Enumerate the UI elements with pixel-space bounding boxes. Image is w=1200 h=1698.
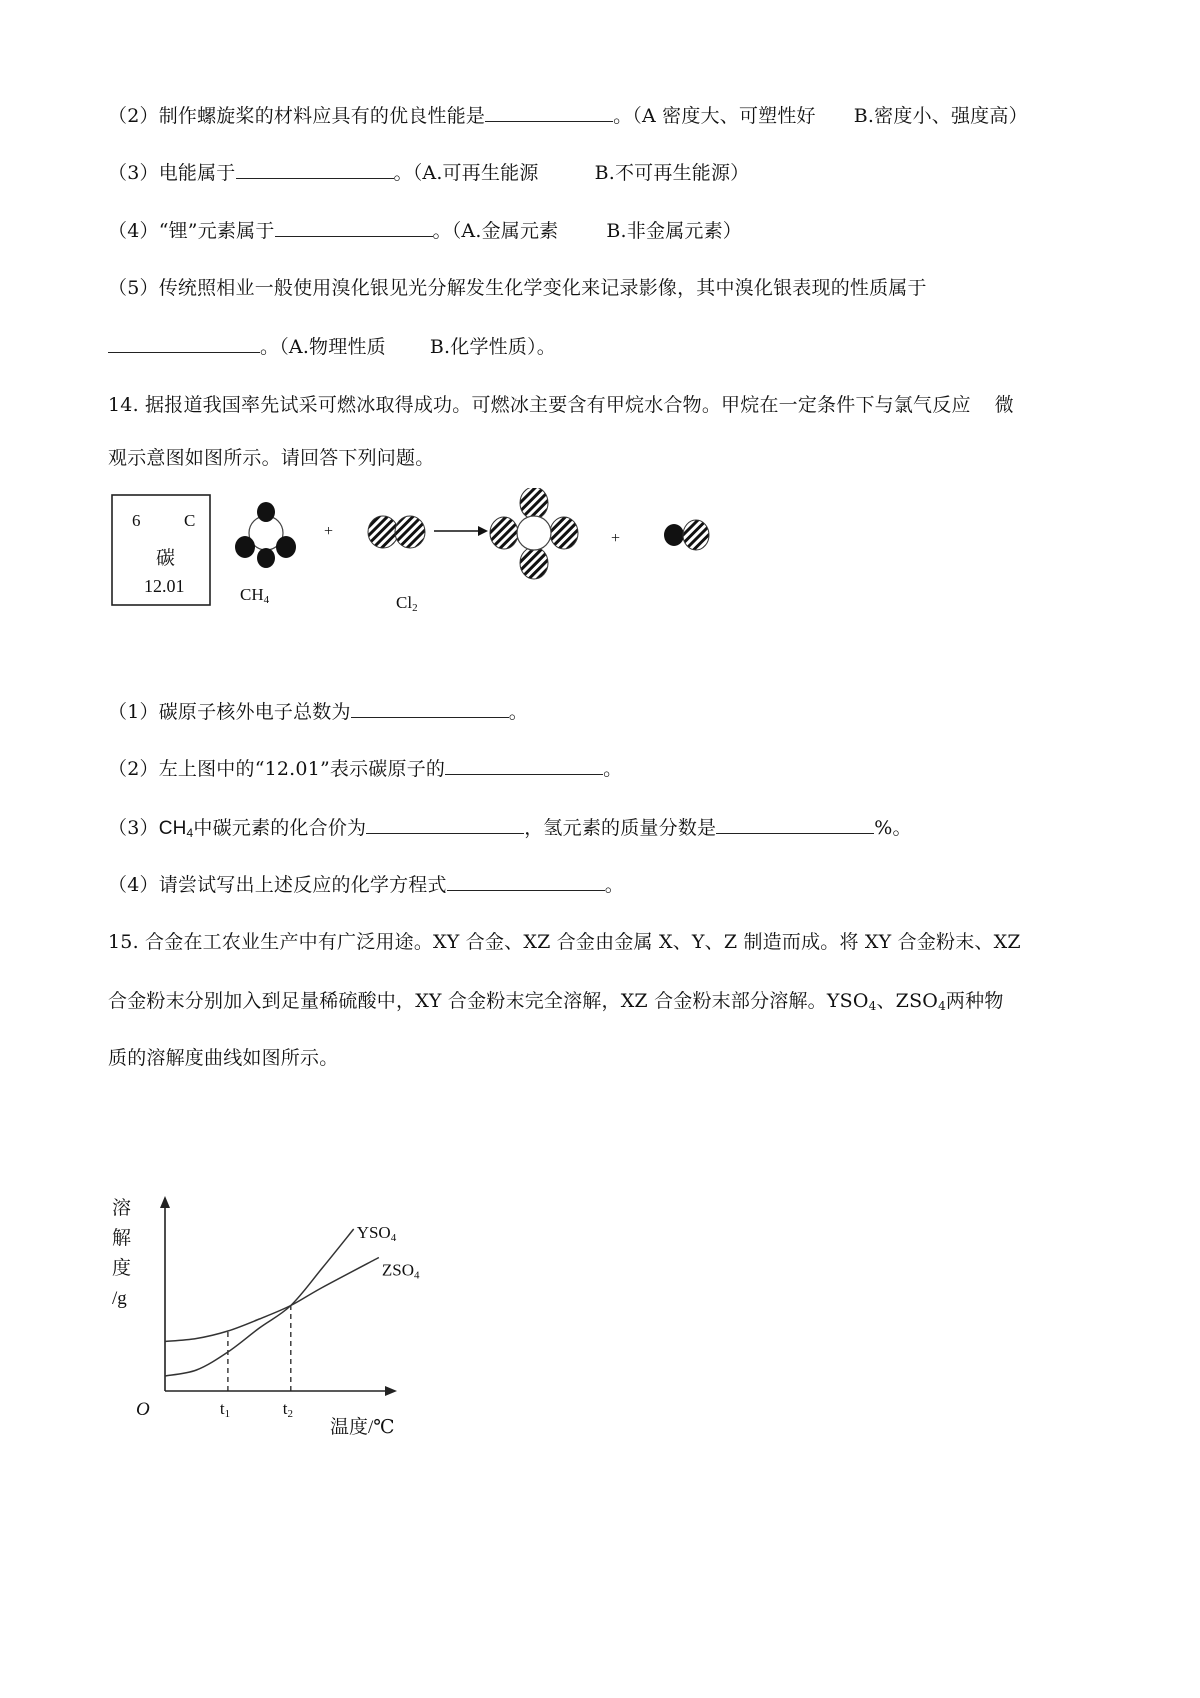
q13-item-4	[108, 218, 742, 243]
answer-blank[interactable]	[108, 334, 260, 353]
atomic-mass: 12.01	[144, 576, 185, 596]
q14-item-1-suffix: 。	[508, 701, 528, 723]
ch4-molecule	[235, 502, 296, 568]
chlorine-atom	[368, 516, 398, 548]
q15-stem-text: 两种物	[945, 990, 1004, 1012]
q14-item-3-text-1: 中碳元素的化合价为	[193, 817, 367, 839]
q13-item-2-prefix: （2）制作螺旋桨的材料应具有的优良性能是	[108, 105, 486, 127]
series-curve-zso4	[165, 1258, 379, 1342]
hcl-molecule	[664, 520, 709, 550]
q13-item-3	[108, 160, 749, 185]
q13-item-3-option-b: B.不可再生能源）	[594, 162, 750, 184]
y-axis-label-char: 溶	[112, 1198, 132, 1219]
carbon-atom	[517, 516, 551, 550]
answer-blank[interactable]	[716, 815, 874, 834]
q13-item-4-option-a: 。（A.金属元素	[432, 220, 559, 242]
q14-item-2-prefix: （2）左上图中的“12.01”表示碳原子的	[108, 758, 446, 780]
q15-stem-line-2	[108, 989, 1004, 1013]
q14-item-2	[108, 756, 622, 781]
q13-item-3-option-a: 。（A.可再生能源	[393, 162, 539, 184]
hydrogen-atom	[276, 536, 296, 558]
q13-item-5-line-2	[108, 334, 556, 359]
q13-item-5-option-a: 。（A.物理性质	[260, 336, 386, 358]
answer-blank[interactable]	[445, 756, 603, 775]
y-axis-label-char: 解	[112, 1228, 132, 1249]
x-tick-label: t2	[282, 1399, 294, 1420]
q14-stem-line-2: 观示意图如图所示。请回答下列问题。	[108, 447, 435, 469]
ccl4-molecule	[490, 488, 578, 579]
answer-blank[interactable]	[447, 872, 605, 891]
reaction-diagram	[100, 488, 740, 628]
subscript: 4	[938, 999, 946, 1013]
hydrogen-atom	[257, 548, 275, 568]
solubility-chart	[100, 1180, 420, 1440]
q13-item-2-option-b: B.密度小、强度高）	[853, 105, 1028, 127]
chlorine-atom	[550, 517, 578, 549]
plus-sign: +	[611, 530, 621, 547]
q13-item-2-option-a: 。（A 密度大、可塑性好	[613, 105, 816, 127]
q13-item-5-option-b: B.化学性质）。	[429, 336, 556, 358]
answer-blank[interactable]	[485, 103, 613, 122]
ch4-label: CH4	[240, 585, 270, 606]
q14-item-3-text-2: ，氢元素的质量分数是	[524, 817, 717, 839]
series-label-yso4: YSO4	[356, 1223, 397, 1244]
q14-stem-line-1	[108, 393, 1014, 417]
answer-blank[interactable]	[236, 160, 394, 179]
q14-item-4-prefix: （4）请尝试写出上述反应的化学方程式	[108, 874, 447, 896]
q14-stem-text-end: 微	[994, 394, 1014, 416]
x-tick-label: t1	[219, 1399, 231, 1420]
element-symbol: C	[184, 511, 196, 530]
q15-stem-text: 合金粉末分别加入到足量稀硫酸中，XY 合金粉末完全溶解，XZ 合金粉末部分溶解。YSO	[108, 990, 869, 1012]
cl2-molecule	[368, 516, 425, 548]
y-axis-label-char: /g	[112, 1288, 127, 1309]
q13-item-2	[108, 103, 1028, 128]
chlorine-atom	[520, 547, 548, 579]
q14-stem-text: 14. 据报道我国率先试采可燃冰取得成功。可燃冰主要含有甲烷水合物。甲烷在一定条件下与氯气反应	[108, 394, 971, 416]
reaction-arrow	[434, 526, 488, 536]
chlorine-atom	[520, 488, 548, 519]
answer-blank[interactable]	[275, 218, 433, 237]
plus-sign: +	[324, 523, 334, 540]
q14-item-4	[108, 872, 624, 897]
q14-item-3-suffix: %。	[874, 817, 912, 839]
atomic-number: 6	[132, 511, 141, 530]
q13-item-5-line-1: （5）传统照相业一般使用溴化银见光分解发生化学变化来记录影像，其中溴化银表现的性质属于	[108, 277, 927, 299]
subscript: 4	[868, 999, 877, 1013]
q13-item-3-prefix: （3）电能属于	[108, 162, 236, 184]
element-card-carbon	[112, 495, 210, 605]
y-axis-arrow-icon	[160, 1196, 170, 1208]
q15-stem-text: 、ZSO	[876, 990, 939, 1012]
q14-item-1	[108, 699, 528, 724]
series-curve-yso4	[165, 1229, 354, 1376]
q13-item-4-prefix: （4）“锂”元素属于	[108, 220, 275, 242]
q14-item-1-prefix: （1）碳原子核外电子总数为	[108, 701, 351, 723]
element-name: 碳	[156, 548, 176, 569]
q13-item-4-option-b: B.非金属元素）	[606, 220, 742, 242]
y-axis-label-char: 度	[112, 1258, 132, 1279]
q14-item-4-suffix: 。	[604, 874, 624, 896]
q15-stem-line-3: 质的溶解度曲线如图所示。	[108, 1047, 339, 1069]
hydrogen-atom	[257, 502, 275, 522]
answer-blank[interactable]	[366, 815, 524, 834]
chart-labels	[136, 1223, 420, 1438]
q15-stem-line-1: 15. 合金在工农业生产中有广泛用途。XY 合金、XZ 合金由金属 X、Y、Z 制造而成。将 XY 合金粉末、XZ	[108, 931, 1021, 953]
answer-blank[interactable]	[351, 699, 509, 718]
q14-item-3-prefix: （3）	[108, 817, 159, 839]
hydrogen-atom	[235, 536, 255, 558]
q14-item-2-suffix: 。	[603, 758, 623, 780]
q14-item-3	[108, 815, 912, 841]
y-axis-label	[112, 1197, 131, 1309]
x-axis-arrow-icon	[385, 1386, 397, 1396]
chlorine-atom	[490, 517, 518, 549]
cl2-label: Cl2	[396, 593, 418, 614]
x-axis-label: 温度/℃	[330, 1417, 395, 1438]
chart-series	[165, 1229, 379, 1376]
formula-ch4: $CH_4$	[158, 818, 194, 840]
chlorine-atom	[683, 520, 709, 550]
hydrogen-atom	[664, 524, 684, 546]
chlorine-atom	[395, 516, 425, 548]
series-label-zso4: ZSO4	[381, 1260, 420, 1282]
origin-label: O	[136, 1399, 150, 1420]
